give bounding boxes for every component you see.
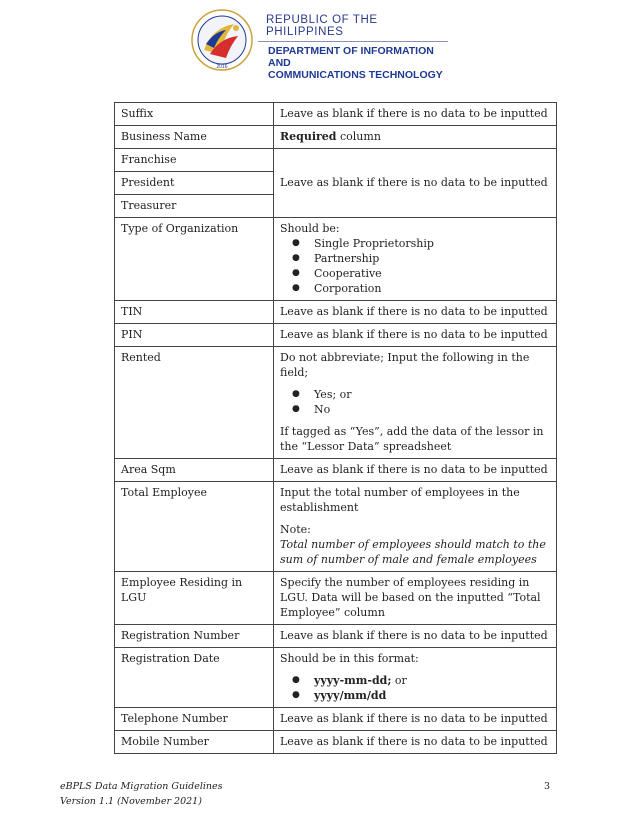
list-item: ● No xyxy=(302,402,550,417)
description-intro: Do not abbreviate; Input the following in the field; xyxy=(280,351,530,379)
field-name: Mobile Number xyxy=(115,731,274,754)
field-name: Franchise xyxy=(115,149,274,172)
option-list xyxy=(280,236,550,296)
table-row xyxy=(115,648,557,708)
data-field-table xyxy=(114,102,557,754)
field-name: Registration Number xyxy=(115,625,274,648)
field-description: Leave as blank if there is no data to be inputted xyxy=(274,625,557,648)
format-list xyxy=(280,673,550,703)
description-intro: Should be in this format: xyxy=(280,652,419,665)
field-name: PIN xyxy=(115,324,274,347)
description-note: If tagged as “Yes”, add the data of the lessor in the “Lessor Data” spreadsheet xyxy=(280,425,544,453)
field-name: Employee Residing in LGU xyxy=(115,572,274,625)
field-description: Specify the number of employees residing in LGU. Data will be based on the inputted “Total Employee” column xyxy=(274,572,557,625)
republic-title: REPUBLIC OF THE PHILIPPINES xyxy=(266,14,378,38)
description-text: Input the total number of employees in the establishment xyxy=(280,486,520,514)
format-or: or xyxy=(391,674,407,687)
table-row xyxy=(115,347,557,459)
table-row xyxy=(115,459,557,482)
table-row xyxy=(115,708,557,731)
department-line-1: DEPARTMENT OF INFORMATION AND xyxy=(268,45,434,69)
field-name: Business Name xyxy=(115,126,274,149)
field-description xyxy=(274,347,557,459)
list-item: ● Corporation xyxy=(302,281,550,296)
list-item: ● Single Proprietorship xyxy=(302,236,550,251)
footer-version: Version 1.1 (November 2021) xyxy=(60,796,202,807)
field-description xyxy=(274,482,557,572)
field-description: Leave as blank if there is no data to be inputted xyxy=(274,324,557,347)
seal-year: 2016 xyxy=(216,64,228,70)
field-name: Telephone Number xyxy=(115,708,274,731)
page-number: 3 xyxy=(543,781,550,792)
list-item: ● Partnership xyxy=(302,251,550,266)
table-row xyxy=(115,126,557,149)
table-row xyxy=(115,731,557,754)
field-name: Suffix xyxy=(115,103,274,126)
field-description xyxy=(274,218,557,301)
date-format-slash: yyyy/mm/dd xyxy=(314,689,387,702)
dict-seal-logo xyxy=(190,8,254,72)
field-name: Treasurer xyxy=(115,195,274,218)
note-text: Total number of employees should match to the sum of number of male and female employees xyxy=(280,538,546,566)
option-list xyxy=(280,387,550,417)
table-row xyxy=(115,103,557,126)
note-label: Note: xyxy=(280,523,311,536)
table-row xyxy=(115,572,557,625)
field-name: Registration Date xyxy=(115,648,274,708)
field-description: Leave as blank if there is no data to be inputted xyxy=(274,103,557,126)
table-row xyxy=(115,482,557,572)
department-line-2: COMMUNICATIONS TECHNOLOGY xyxy=(268,69,443,81)
list-item: ● Cooperative xyxy=(302,266,550,281)
table-row xyxy=(115,625,557,648)
required-label: Required xyxy=(280,130,337,143)
header-divider xyxy=(258,41,448,42)
field-name: TIN xyxy=(115,301,274,324)
footer-doc-title: eBPLS Data Migration Guidelines xyxy=(60,781,223,792)
field-name: Rented xyxy=(115,347,274,459)
list-item xyxy=(302,688,550,703)
list-item: ● Yes; or xyxy=(302,387,550,402)
page-header xyxy=(190,8,450,81)
table-row xyxy=(115,301,557,324)
field-description: Leave as blank if there is no data to be inputted xyxy=(274,149,557,218)
table-row xyxy=(115,324,557,347)
field-name: Total Employee xyxy=(115,482,274,572)
field-description: Leave as blank if there is no data to be inputted xyxy=(274,459,557,482)
description-intro: Should be: xyxy=(280,222,340,235)
field-description xyxy=(274,126,557,149)
table-row xyxy=(115,218,557,301)
date-format-dash: yyyy-mm-dd; xyxy=(314,674,392,687)
field-description: Leave as blank if there is no data to be inputted xyxy=(274,708,557,731)
table-row xyxy=(115,149,557,172)
field-description: Leave as blank if there is no data to be inputted xyxy=(274,731,557,754)
required-suffix: column xyxy=(336,130,381,143)
field-description: Leave as blank if there is no data to be inputted xyxy=(274,301,557,324)
field-name: Area Sqm xyxy=(115,459,274,482)
field-description xyxy=(274,648,557,708)
list-item xyxy=(302,673,550,688)
field-name: Type of Organization xyxy=(115,218,274,301)
page-footer xyxy=(60,779,550,809)
field-name: President xyxy=(115,172,274,195)
